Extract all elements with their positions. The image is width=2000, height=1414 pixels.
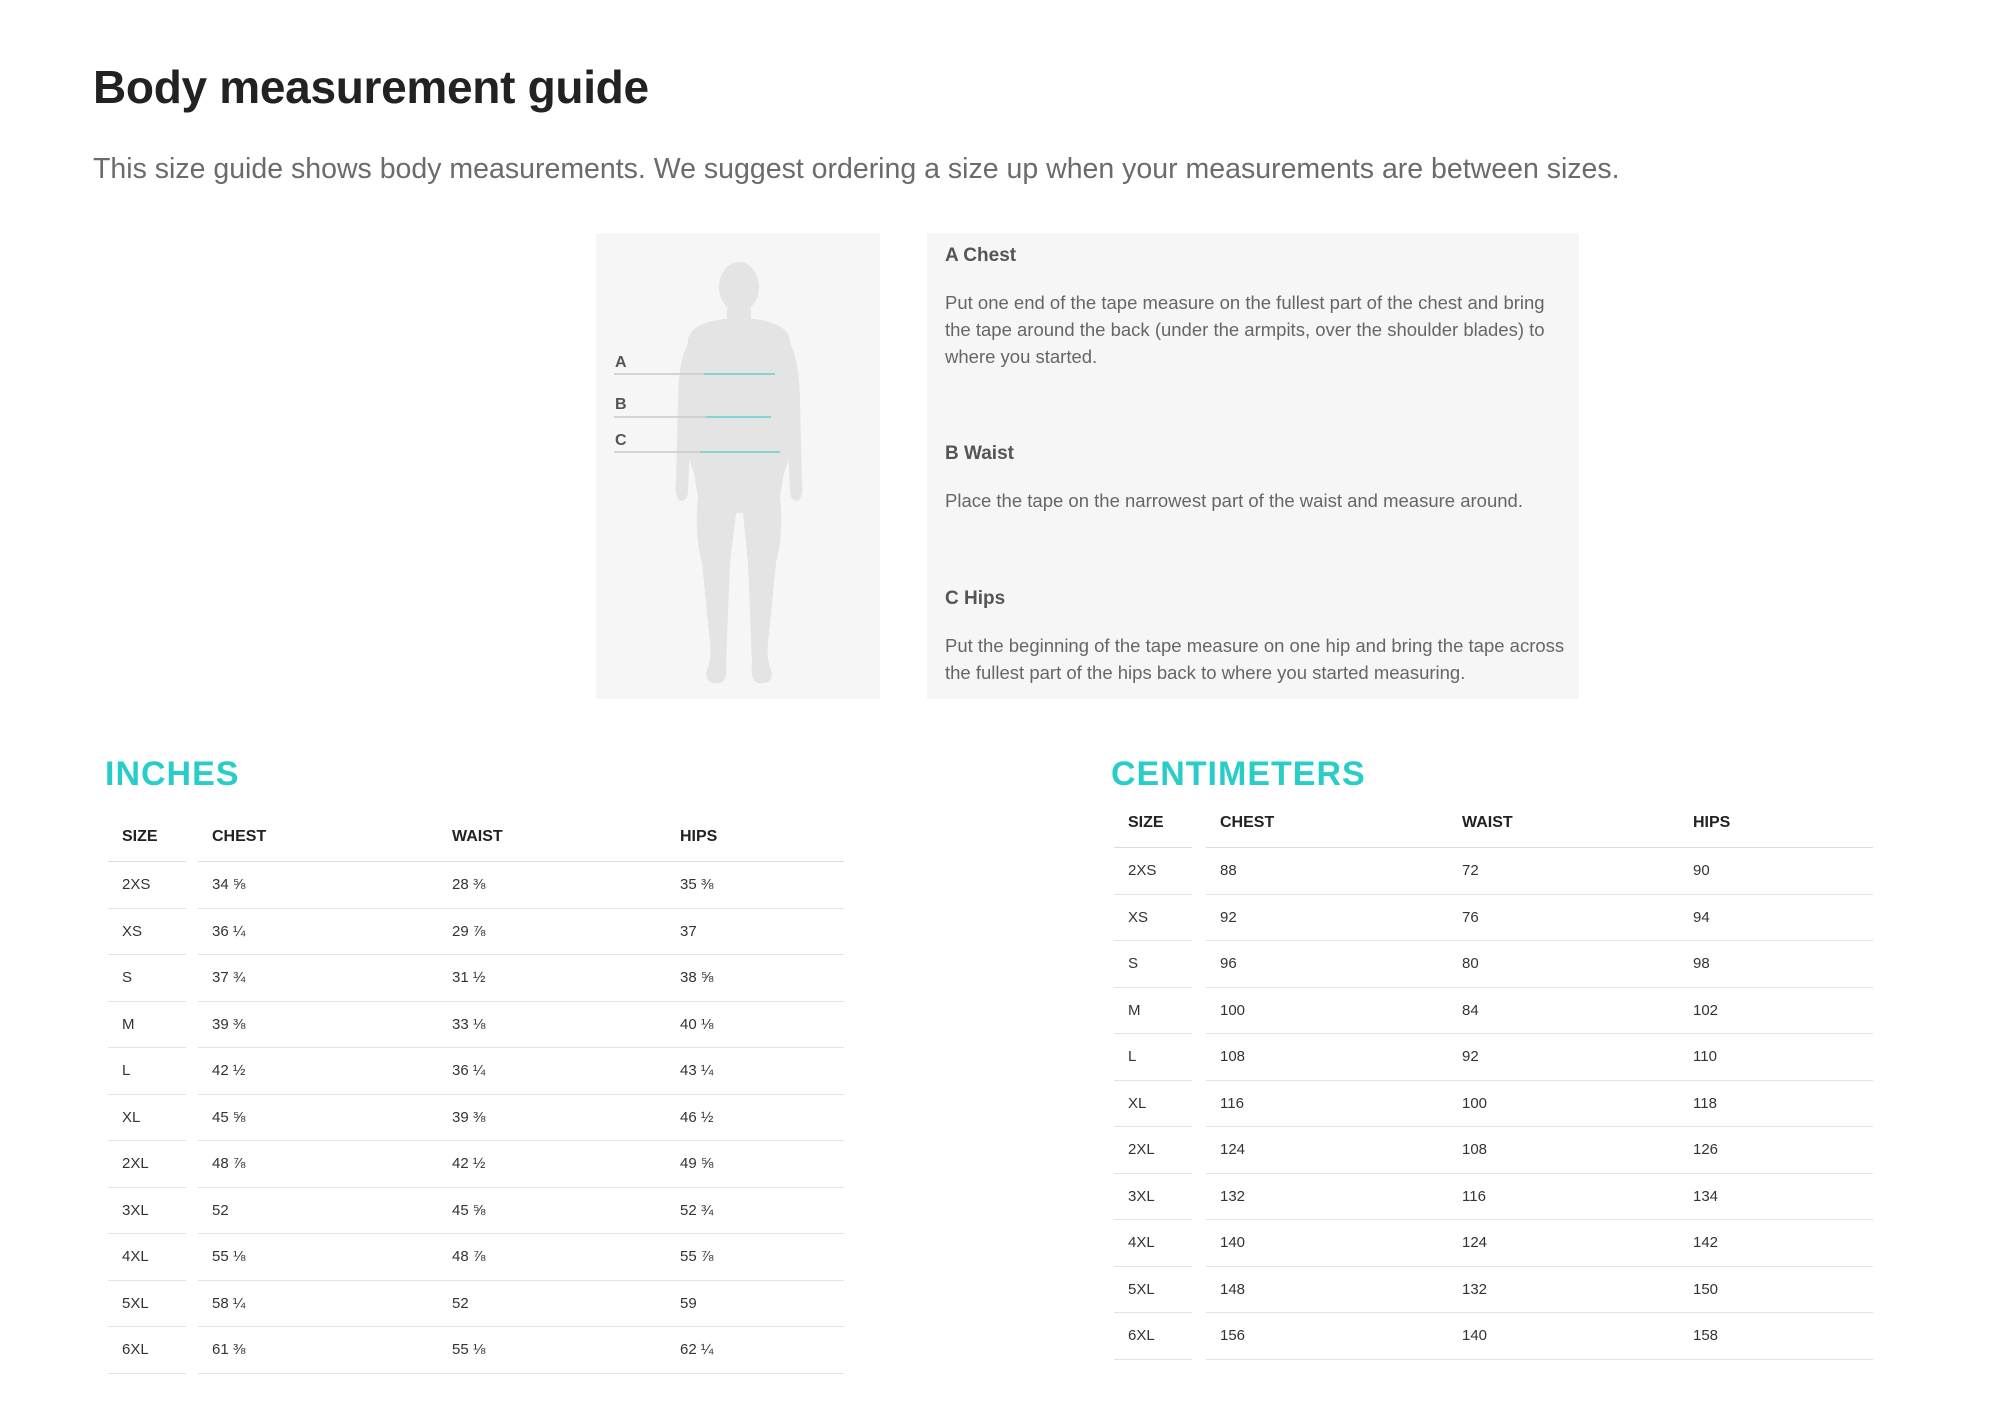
column-gap: [186, 1281, 198, 1328]
column-header-waist: WAIST: [1448, 799, 1679, 848]
table-row: [1114, 1127, 1873, 1174]
cell-chest: 52: [198, 1188, 438, 1235]
cell-chest: 88: [1206, 848, 1448, 895]
cell-size: 6XL: [108, 1327, 186, 1374]
table-row: [108, 1048, 844, 1095]
cell-waist: 132: [1448, 1267, 1679, 1314]
table-row: [1114, 1034, 1873, 1081]
cell-hips: 110: [1679, 1034, 1873, 1081]
column-gap: [186, 955, 198, 1002]
column-gap: [1192, 1081, 1206, 1128]
cell-waist: 108: [1448, 1127, 1679, 1174]
cell-size: 2XL: [1114, 1127, 1192, 1174]
column-gap: [1192, 1313, 1206, 1360]
table-row: [108, 1234, 844, 1281]
cell-size: 2XL: [108, 1141, 186, 1188]
table-row: [1114, 988, 1873, 1035]
cell-waist: 92: [1448, 1034, 1679, 1081]
table-row: [1114, 1174, 1873, 1221]
cell-hips: 94: [1679, 895, 1873, 942]
cell-hips: 126: [1679, 1127, 1873, 1174]
body-figure-panel: [596, 233, 880, 699]
column-gap: [1192, 848, 1206, 895]
cell-chest: 116: [1206, 1081, 1448, 1128]
column-gap: [186, 862, 198, 909]
table-row: [108, 862, 844, 909]
centimeters-heading: CENTIMETERS: [1111, 755, 1366, 793]
column-gap: [1192, 988, 1206, 1035]
cell-waist: 52: [438, 1281, 666, 1328]
cell-waist: 76: [1448, 895, 1679, 942]
cell-waist: 80: [1448, 941, 1679, 988]
cell-chest: 37 ¾: [198, 955, 438, 1002]
column-gap: [1192, 1220, 1206, 1267]
table-row: [1114, 1267, 1873, 1314]
column-gap: [1192, 895, 1206, 942]
cell-hips: 59: [666, 1281, 844, 1328]
column-gap: [186, 1234, 198, 1281]
table-row: [1114, 1081, 1873, 1128]
cell-chest: 96: [1206, 941, 1448, 988]
chest-instruction: [945, 245, 1565, 370]
table-row: [108, 1141, 844, 1188]
column-gap: [1192, 1034, 1206, 1081]
cell-chest: 108: [1206, 1034, 1448, 1081]
column-gap: [186, 813, 198, 862]
body-silhouette: [676, 262, 803, 683]
column-header-hips: HIPS: [666, 813, 844, 862]
cell-hips: 37: [666, 909, 844, 956]
cell-hips: 98: [1679, 941, 1873, 988]
cell-hips: 38 ⅝: [666, 955, 844, 1002]
cell-hips: 43 ¼: [666, 1048, 844, 1095]
cell-chest: 61 ⅜: [198, 1327, 438, 1374]
cell-size: M: [108, 1002, 186, 1049]
column-gap: [1192, 1127, 1206, 1174]
cell-chest: 48 ⅞: [198, 1141, 438, 1188]
cell-waist: 84: [1448, 988, 1679, 1035]
cell-hips: 158: [1679, 1313, 1873, 1360]
cell-chest: 34 ⅝: [198, 862, 438, 909]
cell-waist: 33 ⅛: [438, 1002, 666, 1049]
cell-size: XL: [108, 1095, 186, 1142]
page-title: Body measurement guide: [93, 61, 649, 113]
table-row: [108, 909, 844, 956]
cell-waist: 36 ¼: [438, 1048, 666, 1095]
cell-waist: 72: [1448, 848, 1679, 895]
column-gap: [186, 909, 198, 956]
cell-size: XS: [1114, 895, 1192, 942]
cell-chest: 124: [1206, 1127, 1448, 1174]
cell-size: S: [1114, 941, 1192, 988]
cell-size: S: [108, 955, 186, 1002]
cell-hips: 118: [1679, 1081, 1873, 1128]
cell-chest: 36 ¼: [198, 909, 438, 956]
cell-hips: 62 ¼: [666, 1327, 844, 1374]
cell-size: L: [1114, 1034, 1192, 1081]
table-row: [1114, 941, 1873, 988]
table-row: [108, 1095, 844, 1142]
table-row: [108, 1281, 844, 1328]
body-silhouette-illustration: [596, 233, 880, 699]
table-row: [1114, 895, 1873, 942]
column-header-size: SIZE: [1114, 799, 1192, 848]
cell-waist: 39 ⅜: [438, 1095, 666, 1142]
table-row: [108, 1002, 844, 1049]
column-header-chest: CHEST: [198, 813, 438, 862]
cell-waist: 29 ⅞: [438, 909, 666, 956]
cell-chest: 100: [1206, 988, 1448, 1035]
cell-size: 2XS: [108, 862, 186, 909]
cell-size: XS: [108, 909, 186, 956]
column-gap: [1192, 941, 1206, 988]
cell-hips: 90: [1679, 848, 1873, 895]
column-header-chest: CHEST: [1206, 799, 1448, 848]
cell-waist: 28 ⅜: [438, 862, 666, 909]
cell-waist: 48 ⅞: [438, 1234, 666, 1281]
column-gap: [1192, 1267, 1206, 1314]
page-subtitle: This size guide shows body measurements. We suggest ordering a size up when your measurements are between sizes.: [93, 153, 1620, 185]
waist-instruction-title: B Waist: [945, 443, 1014, 464]
cell-size: 3XL: [1114, 1174, 1192, 1221]
cell-chest: 42 ½: [198, 1048, 438, 1095]
cell-size: 3XL: [108, 1188, 186, 1235]
cell-chest: 156: [1206, 1313, 1448, 1360]
cell-chest: 140: [1206, 1220, 1448, 1267]
hips-instruction-title: C Hips: [945, 588, 1006, 609]
cell-waist: 124: [1448, 1220, 1679, 1267]
cell-hips: 35 ⅜: [666, 862, 844, 909]
column-gap: [186, 1327, 198, 1374]
table-header-row: [108, 813, 844, 862]
cell-size: 2XS: [1114, 848, 1192, 895]
centimeters-size-table: [1114, 799, 1873, 1360]
cell-hips: 134: [1679, 1174, 1873, 1221]
inches-size-table: [108, 813, 844, 1374]
chest-instruction-text: Put one end of the tape measure on the fullest part of the chest and bring the tape around the back (under the armpits, over the shoulder blades) to where you started.: [945, 292, 1545, 367]
column-gap: [186, 1141, 198, 1188]
waist-instruction-text: Place the tape on the narrowest part of the waist and measure around.: [945, 490, 1523, 511]
cell-waist: 42 ½: [438, 1141, 666, 1188]
cell-size: 5XL: [1114, 1267, 1192, 1314]
hips-instruction-text: Put the beginning of the tape measure on one hip and bring the tape across the fullest part of the hips back to where you started measuring.: [945, 635, 1565, 683]
inches-heading: INCHES: [105, 755, 240, 793]
cell-hips: 102: [1679, 988, 1873, 1035]
centimeters-section: [1111, 755, 1931, 1395]
cell-waist: 31 ½: [438, 955, 666, 1002]
column-header-waist: WAIST: [438, 813, 666, 862]
cell-chest: 58 ¼: [198, 1281, 438, 1328]
table-header-row: [1114, 799, 1873, 848]
column-gap: [186, 1048, 198, 1095]
table-row: [1114, 1220, 1873, 1267]
cell-size: M: [1114, 988, 1192, 1035]
waist-instruction: [945, 443, 1565, 514]
cell-hips: 52 ¾: [666, 1188, 844, 1235]
measurement-instructions-panel: [927, 233, 1579, 699]
chest-instruction-title: A Chest: [945, 245, 1017, 266]
cell-size: XL: [1114, 1081, 1192, 1128]
table-row: [108, 1188, 844, 1235]
cell-chest: 45 ⅝: [198, 1095, 438, 1142]
cell-hips: 46 ½: [666, 1095, 844, 1142]
figure-label-b: B: [615, 396, 627, 413]
cell-size: 5XL: [108, 1281, 186, 1328]
table-row: [108, 955, 844, 1002]
cell-chest: 39 ⅜: [198, 1002, 438, 1049]
table-row: [108, 1327, 844, 1374]
column-gap: [1192, 1174, 1206, 1221]
cell-waist: 45 ⅝: [438, 1188, 666, 1235]
cell-size: 4XL: [1114, 1220, 1192, 1267]
inches-section: [105, 755, 925, 1395]
cell-hips: 150: [1679, 1267, 1873, 1314]
figure-label-c: C: [615, 432, 627, 449]
cell-chest: 132: [1206, 1174, 1448, 1221]
cell-waist: 100: [1448, 1081, 1679, 1128]
cell-waist: 55 ⅛: [438, 1327, 666, 1374]
hips-instruction: [945, 588, 1565, 686]
cell-hips: 142: [1679, 1220, 1873, 1267]
table-row: [1114, 1313, 1873, 1360]
cell-chest: 92: [1206, 895, 1448, 942]
cell-hips: 55 ⅞: [666, 1234, 844, 1281]
cell-hips: 49 ⅝: [666, 1141, 844, 1188]
figure-label-a: A: [615, 354, 627, 371]
column-gap: [186, 1002, 198, 1049]
column-header-size: SIZE: [108, 813, 186, 862]
column-header-hips: HIPS: [1679, 799, 1873, 848]
cell-hips: 40 ⅛: [666, 1002, 844, 1049]
cell-waist: 116: [1448, 1174, 1679, 1221]
cell-size: 4XL: [108, 1234, 186, 1281]
cell-size: L: [108, 1048, 186, 1095]
column-gap: [186, 1188, 198, 1235]
table-row: [1114, 848, 1873, 895]
cell-waist: 140: [1448, 1313, 1679, 1360]
cell-chest: 55 ⅛: [198, 1234, 438, 1281]
column-gap: [186, 1095, 198, 1142]
cell-chest: 148: [1206, 1267, 1448, 1314]
cell-size: 6XL: [1114, 1313, 1192, 1360]
column-gap: [1192, 799, 1206, 848]
